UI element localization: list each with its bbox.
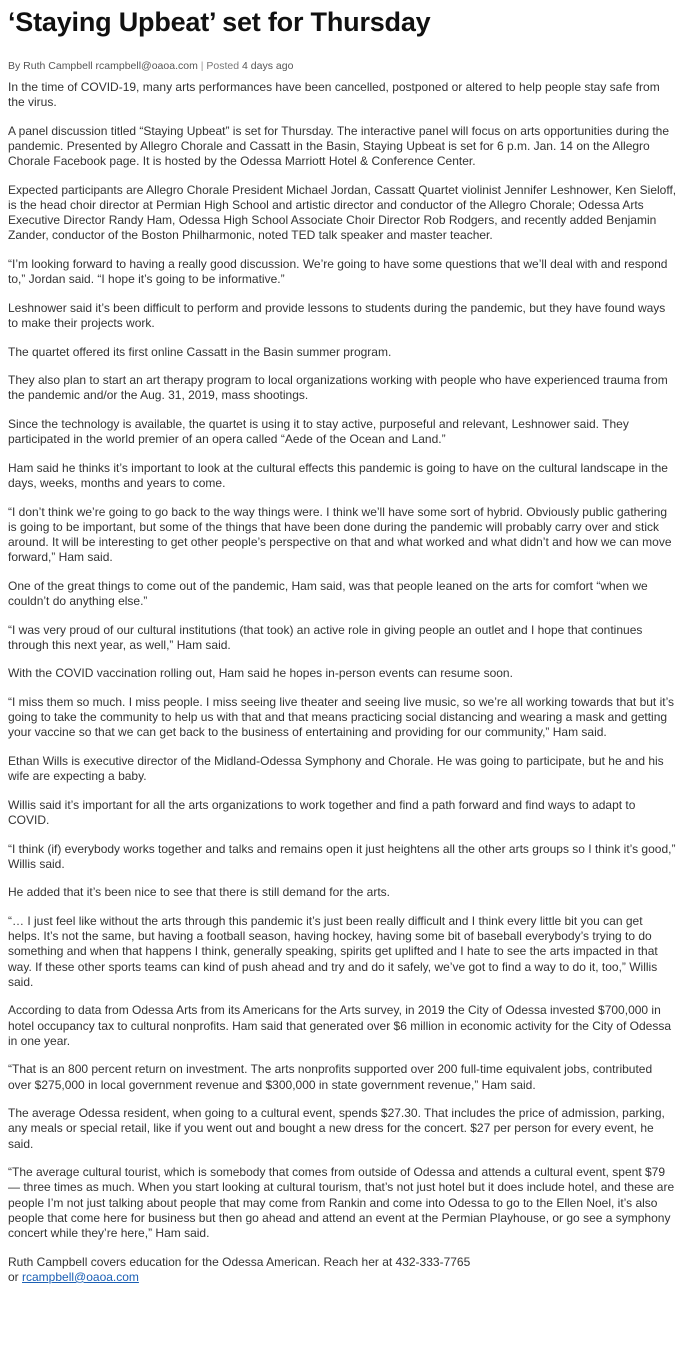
article-paragraph: “I was very proud of our cultural institutions (that took) an active role in giving people an outlet and I hope that continues through this next year, as well,” Ham said. xyxy=(8,622,643,652)
author-footer-text: Ruth Campbell covers education for the Odessa American. Reach her at 432-333-7765 xyxy=(8,1254,471,1269)
article-paragraph: Leshnower said it’s been difficult to perform and provide lessons to students during the pandemic, but they have found ways to make their projects work. xyxy=(8,300,666,330)
article-paragraph: According to data from Odessa Arts from its Americans for the Arts survey, in 2019 the City of Odessa invested $700,000 in hotel occupancy tax to cultural nonprofits. Ham said that generated over $6 million in economic activity for the City of Odessa in one year. xyxy=(8,1003,671,1048)
byline xyxy=(8,60,677,73)
byline-separator: | xyxy=(200,60,204,72)
article-paragraph: The quartet offered its first online Cassatt in the Basin summer program. xyxy=(8,344,392,359)
author-footer xyxy=(8,1255,677,1285)
article-paragraph: With the COVID vaccination rolling out, Ham said he hopes in-person events can resume soon. xyxy=(8,666,513,681)
article-paragraph: They also plan to start an art therapy program to local organizations working with people who have experienced trauma from the pandemic and/or the Aug. 31, 2019, mass shootings. xyxy=(8,373,668,403)
author-footer-or: or xyxy=(8,1269,19,1284)
article-paragraph: “I think (if) everybody works together and talks and remains open it just heightens all the other arts groups so I think it’s good,” Willis said. xyxy=(8,841,676,871)
article-paragraph: “I miss them so much. I miss people. I miss seeing live theater and seeing live music, so we’re all working towards that but it’s going to take the community to help us with that and that means practicing social distancing and wearing a mask and getting your vaccine so that we can get back to the business of entertaining and providing for our community,” Ham said. xyxy=(8,694,675,740)
author-email-link[interactable]: rcampbell@oaoa.com xyxy=(22,1269,139,1284)
article-paragraph: Ham said he thinks it’s important to look at the cultural effects this pandemic is going to have on the cultural landscape in the days, weeks, months and years to come. xyxy=(8,460,668,490)
article-paragraph: Since the technology is available, the quartet is using it to stay active, purposeful and relevant, Leshnower said. They participated in the world premier of an opera called “Aede of the Ocean and Land.” xyxy=(8,416,629,447)
byline-author: By Ruth Campbell rcampbell@oaoa.com xyxy=(8,60,198,72)
article-paragraph: Ethan Wills is executive director of the Midland-Odessa Symphony and Chorale. He was going to participate, but he and his wife are expecting a baby. xyxy=(8,753,664,784)
article-title: ‘Staying Upbeat’ set for Thursday xyxy=(8,7,431,37)
article-paragraph: Expected participants are Allegro Chorale President Michael Jordan, Cassatt Quartet violinist Jennifer Leshnower, Ken Sieloff, is the head choir director at Permian High School and artistic director and conductor of the Allegro Chorale; Odessa Arts Executive Director Randy Ham, Odessa High School Associate Choir Director Rob Rodgers, and recently added Benjamin Zander, conductor of the Boston Philharmonic, noted TED talk speaker and master teacher. xyxy=(8,182,677,243)
article-paragraph: Willis said it’s important for all the arts organizations to work together and find a path forward and find ways to adapt to COVID. xyxy=(8,797,636,827)
article xyxy=(0,6,685,1285)
article-paragraph: “I don’t think we’re going to go back to the way things were. I think we’ll have some sort of hybrid. Obviously public gathering is going to be important, but some of the things that have been done during the pandemic will probably carry over and stick around. It will be interesting to get other people’s perspective on that and what worked and what didn’t and how we can move forward,” Ham said. xyxy=(8,504,672,565)
article-paragraph: In the time of COVID-19, many arts performances have been cancelled, postponed or altered to help people stay safe from the virus. xyxy=(8,80,660,110)
article-paragraph: “That is an 800 percent return on investment. The arts nonprofits supported over 200 full-time equivalent jobs, contributed over $275,000 in local government revenue and $300,000 in state government revenue,” Ham said. xyxy=(8,1062,653,1092)
article-paragraph: “The average cultural tourist, which is somebody that comes from outside of Odessa and attends a cultural event, spent $79 — three times as much. When you start looking at cultural tourism, that’s not just hotel but it does include hotel, and these are people I’m not just talking about people that may come from Rankin and come into Odessa to go to the Ellen Noel, it’s also people that come here for business but then go ahead and attend an event at the Permian Playhouse, or go see a symphony concert while they’re here,” Ham said. xyxy=(8,1165,675,1240)
article-paragraph: He added that it’s been nice to see that there is still demand for the arts. xyxy=(8,885,391,900)
article-paragraph: The average Odessa resident, when going to a cultural event, spends $27.30. That includes the price of admission, parking, any meals or special retail, like if you went out and bought a new dress for the concert. $27 per person for every event, he said. xyxy=(8,1106,665,1151)
article-paragraph: “I’m looking forward to having a really good discussion. We’re going to have some questions that we’ll deal with and respond to,” Jordan said. “I hope it’s going to be informative.” xyxy=(8,257,668,287)
article-paragraph: A panel discussion titled “Staying Upbeat” is set for Thursday. The interactive panel will focus on arts opportunities during the pandemic. Presented by Allegro Chorale and Cassatt in the Basin, Staying Upbeat is set for 6 p.m. Jan. 14 on the Allegro Chorale Facebook page. It is hosted by the Odessa Marriott Hotel & Conference Center. xyxy=(8,123,670,169)
byline-posted-time: 4 days ago xyxy=(242,60,294,72)
byline-posted-label: Posted xyxy=(206,60,240,72)
article-body xyxy=(8,80,677,1285)
article-paragraph: One of the great things to come out of the pandemic, Ham said, was that people leaned on the arts for comfort “when we couldn’t do anything else.” xyxy=(8,578,648,608)
article-paragraph: “… I just feel like without the arts through this pandemic it’s just been really difficult and I think every little bit you can get helps. It’s not the same, but having a football season, having hockey, having some bit of baseball everybody’s trying to do something and when that happens I think, generally speaking, spirits get uplifted and I hate to see the arts impacted in that way. If these other sports teams can kind of push ahead and try and do it safely, we’ve got to find a way to do it, too,” Willis said. xyxy=(8,913,658,989)
